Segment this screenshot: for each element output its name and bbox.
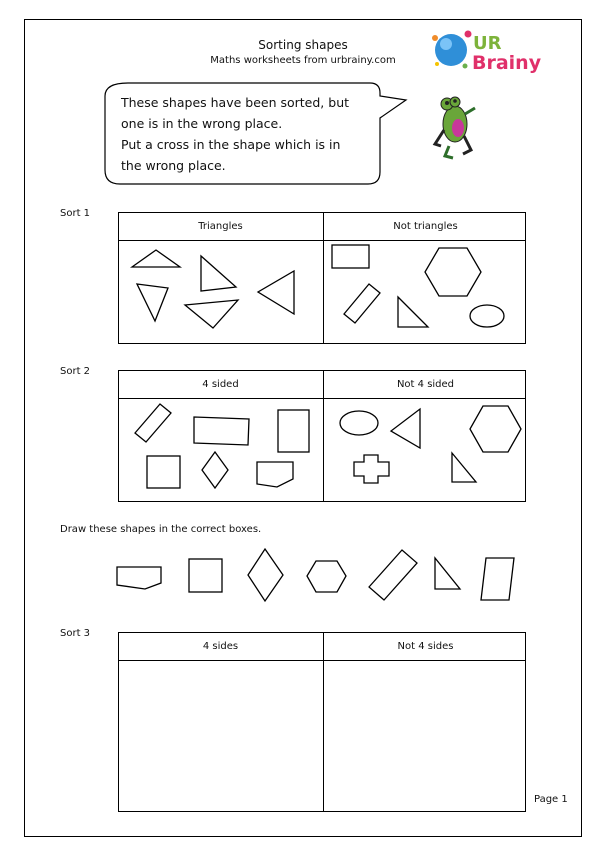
sort-3-right-header: Not 4 sides — [397, 641, 454, 652]
sort-1-left-header: Triangles — [198, 221, 243, 232]
sort-2-label: Sort 2 — [60, 366, 91, 377]
draw-shape-rhombus[interactable] — [248, 549, 283, 601]
sort-1-triangle-5[interactable] — [258, 271, 294, 314]
sort-1-hexagon[interactable] — [425, 248, 481, 296]
draw-shape-pentagon[interactable] — [117, 567, 161, 589]
draw-shape-square[interactable] — [189, 559, 222, 592]
draw-shape-tilted-rectangle[interactable] — [369, 550, 417, 600]
draw-instruction: Draw these shapes in the correct boxes. — [60, 524, 262, 535]
sort-1-triangle-2[interactable] — [201, 256, 236, 291]
sort-2-triangle-2[interactable] — [452, 453, 476, 482]
draw-shape-parallelogram[interactable] — [481, 558, 514, 600]
sort-2-right-header: Not 4 sided — [396, 379, 455, 390]
sort-2-triangle-1[interactable] — [391, 409, 420, 448]
sort-2-upright-rectangle[interactable] — [278, 410, 309, 452]
sort-2-hexagon[interactable] — [470, 406, 521, 452]
sort-3-left-header: 4 sides — [202, 641, 239, 652]
sort-2-rectangle[interactable] — [194, 417, 249, 445]
sort-1-right-header: Not triangles — [393, 221, 458, 232]
sort-1-triangle-1[interactable] — [132, 250, 180, 267]
sort-1-triangle-4[interactable] — [185, 300, 238, 328]
sort-2-cross[interactable] — [354, 455, 389, 483]
instruction-text: These shapes have been sorted, but one is in the wrong place. Put a cross in the shape which is in the wrong place. — [121, 95, 350, 173]
svg-text:UR: UR — [473, 33, 502, 54]
draw-shape-hexagon[interactable] — [307, 561, 346, 592]
sort-1-label: Sort 1 — [60, 208, 91, 219]
sort-1-triangle-3[interactable] — [137, 284, 168, 321]
draw-shape-triangle[interactable] — [435, 558, 460, 589]
sort-2-pentagon[interactable] — [257, 462, 293, 487]
sort-2-tilted-rectangle[interactable] — [135, 404, 171, 442]
sort-1-rectangle[interactable] — [332, 245, 369, 268]
sort-1-ellipse[interactable] — [470, 305, 504, 327]
sort-3-label: Sort 3 — [60, 628, 91, 639]
sort-2-square[interactable] — [147, 456, 180, 488]
sort-1-tilted-rectangle[interactable] — [344, 284, 380, 323]
sort-2-ellipse[interactable] — [340, 411, 378, 435]
sort-1-misplaced-triangle[interactable] — [398, 297, 428, 327]
svg-text:Brainy: Brainy — [472, 52, 542, 74]
sort-2-rhombus[interactable] — [202, 452, 228, 488]
sort-2-left-header: 4 sided — [202, 379, 239, 390]
page-number: Page 1 — [534, 794, 568, 805]
page-subtitle: Maths worksheets from urbrainy.com — [210, 55, 396, 66]
page-title: Sorting shapes — [258, 38, 348, 52]
